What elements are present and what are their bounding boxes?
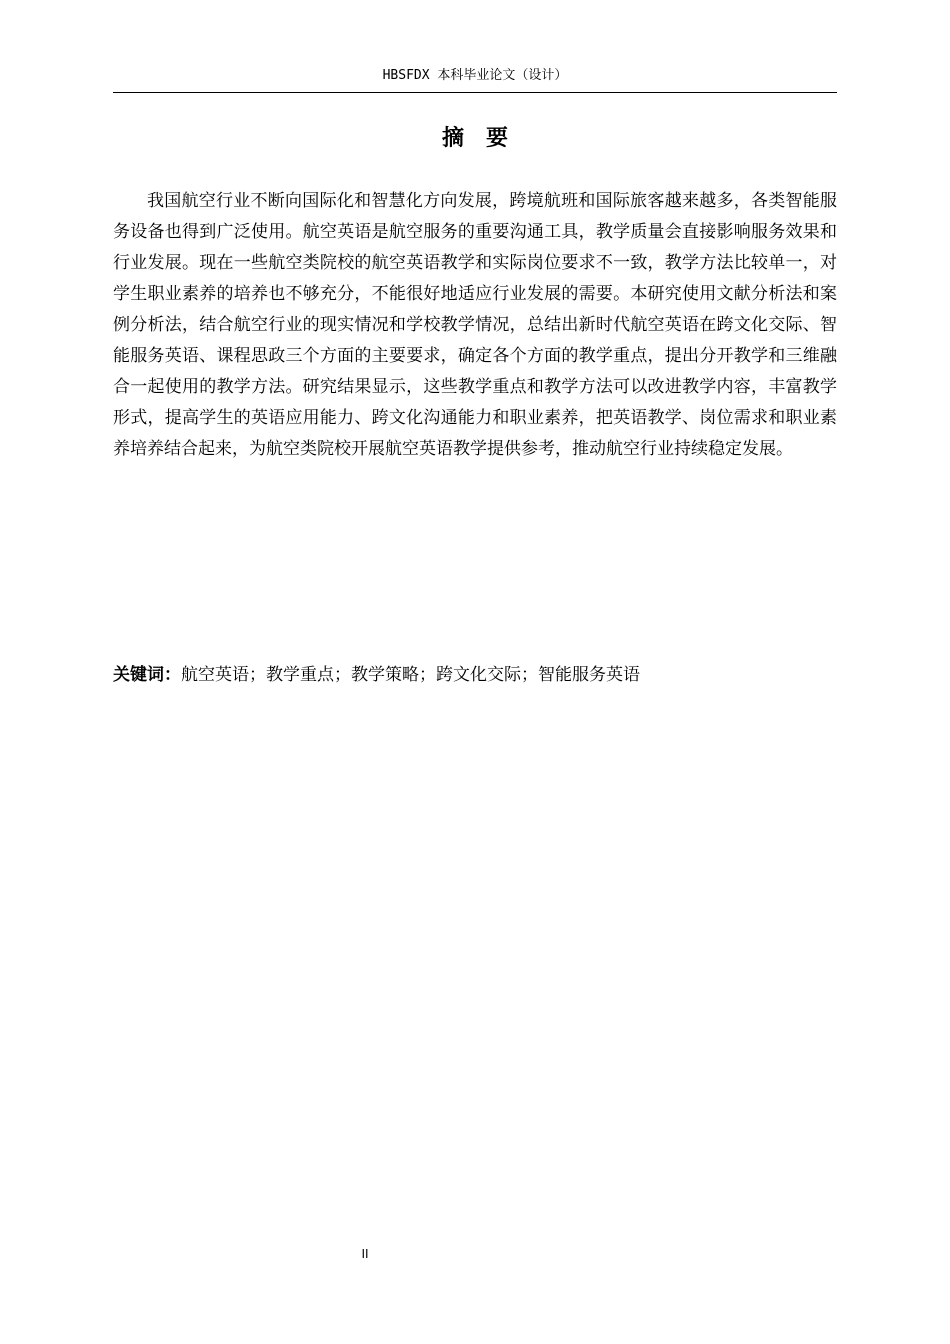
header-rule — [113, 92, 837, 93]
keywords-line — [113, 660, 837, 691]
keywords-label: 关键词： — [113, 665, 181, 685]
page-title: 摘要 — [441, 126, 530, 151]
abstract-paragraph: 我国航空行业不断向国际化和智慧化方向发展，跨境航班和国际旅客越来越多，各类智能服务设备也得到广泛使用。航空英语是航空服务的重要沟通工具，教学质量会直接影响服务效果和行业发展。现在一些航空类院校的航空英语教学和实际岗位要求不一致，教学方法比较单一，对学生职业素养的培养也不够充分，不能很好地适应行业发展的需要。本研究使用文献分析法和案例分析法，结合航空行业的现实情况和学校教学情况，总结出新时代航空英语在跨文化交际、智能服务英语、课程思政三个方面的主要要求，确定各个方面的教学重点，提出分开教学和三维融合一起使用的教学方法。研究结果显示，这些教学重点和教学方法可以改进教学内容，丰富教学形式，提高学生的英语应用能力、跨文化沟通能力和职业素养，把英语教学、岗位需求和职业素养培养结合起来，为航空类院校开展航空英语教学提供参考，推动航空行业持续稳定发展。 — [113, 191, 837, 459]
page-number: II — [361, 1247, 369, 1261]
keywords-text: 航空英语；教学重点；教学策略；跨文化交际；智能服务英语 — [181, 665, 640, 685]
running-header: HBSFDX 本科毕业论文（设计） — [382, 68, 568, 83]
